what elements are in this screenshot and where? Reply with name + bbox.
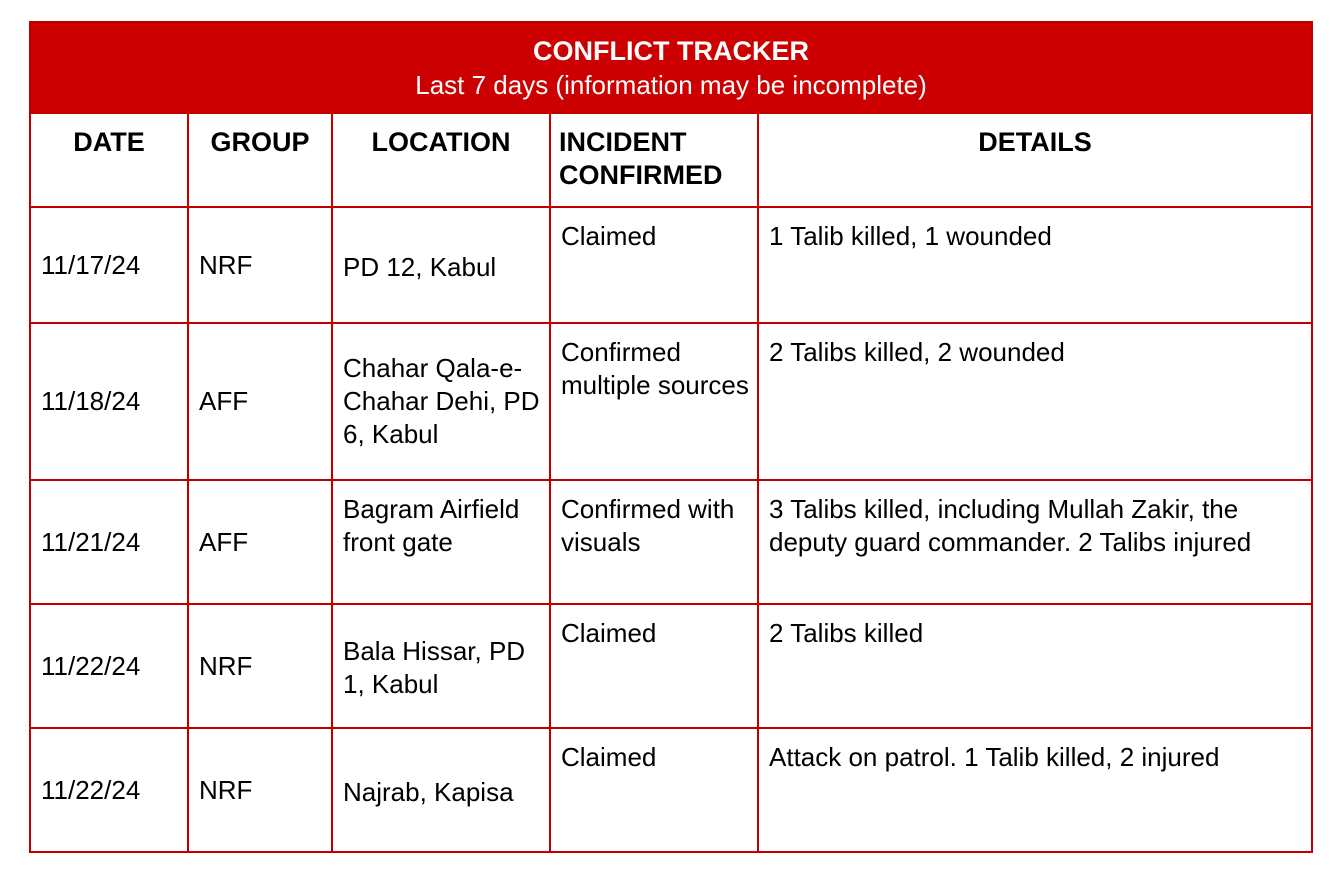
- cell-location: Bagram Airfield front gate: [332, 480, 550, 604]
- column-header-location: LOCATION: [332, 113, 550, 207]
- table-row: [30, 728, 1312, 852]
- cell-group: NRF: [188, 207, 332, 323]
- column-header-group: GROUP: [188, 113, 332, 207]
- cell-details: 2 Talibs killed: [758, 604, 1312, 728]
- banner-title: CONFLICT TRACKER: [533, 35, 810, 66]
- cell-details: 1 Talib killed, 1 wounded: [758, 207, 1312, 323]
- tracker-banner: [30, 22, 1312, 113]
- cell-date: 11/22/24: [30, 604, 188, 728]
- cell-incident-confirmed: Confirmed with visuals: [550, 480, 758, 604]
- cell-incident-confirmed: Claimed: [550, 604, 758, 728]
- column-header-incident-line2: CONFIRMED: [559, 160, 723, 190]
- cell-date: 11/22/24: [30, 728, 188, 852]
- table-row: [30, 480, 1312, 604]
- column-header-details: DETAILS: [758, 113, 1312, 207]
- column-header-date: DATE: [30, 113, 188, 207]
- cell-date: 11/18/24: [30, 323, 188, 480]
- cell-group: AFF: [188, 480, 332, 604]
- cell-date: 11/17/24: [30, 207, 188, 323]
- cell-group: NRF: [188, 604, 332, 728]
- conflict-tracker-table: [29, 21, 1313, 853]
- table-row: [30, 604, 1312, 728]
- cell-incident-confirmed: Confirmed multiple sources: [550, 323, 758, 480]
- cell-location: Chahar Qala-e-Chahar Dehi, PD 6, Kabul: [332, 323, 550, 480]
- column-header-incident-confirmed: [550, 113, 758, 207]
- cell-incident-confirmed: Claimed: [550, 728, 758, 852]
- table-row: [30, 323, 1312, 480]
- cell-details: 3 Talibs killed, including Mullah Zakir, the deputy guard commander. 2 Talibs injured: [758, 480, 1312, 604]
- cell-group: AFF: [188, 323, 332, 480]
- cell-incident-confirmed: Claimed: [550, 207, 758, 323]
- cell-location: Bala Hissar, PD 1, Kabul: [332, 604, 550, 728]
- column-header-incident-line1: INCIDENT: [559, 127, 687, 157]
- cell-details: Attack on patrol. 1 Talib killed, 2 injured: [758, 728, 1312, 852]
- cell-date: 11/21/24: [30, 480, 188, 604]
- cell-details: 2 Talibs killed, 2 wounded: [758, 323, 1312, 480]
- cell-location: PD 12, Kabul: [332, 207, 550, 323]
- cell-location: Najrab, Kapisa: [332, 728, 550, 852]
- banner-subtitle: Last 7 days (information may be incomplete): [415, 69, 927, 100]
- cell-group: NRF: [188, 728, 332, 852]
- table-row: [30, 207, 1312, 323]
- column-header-row: [30, 113, 1312, 207]
